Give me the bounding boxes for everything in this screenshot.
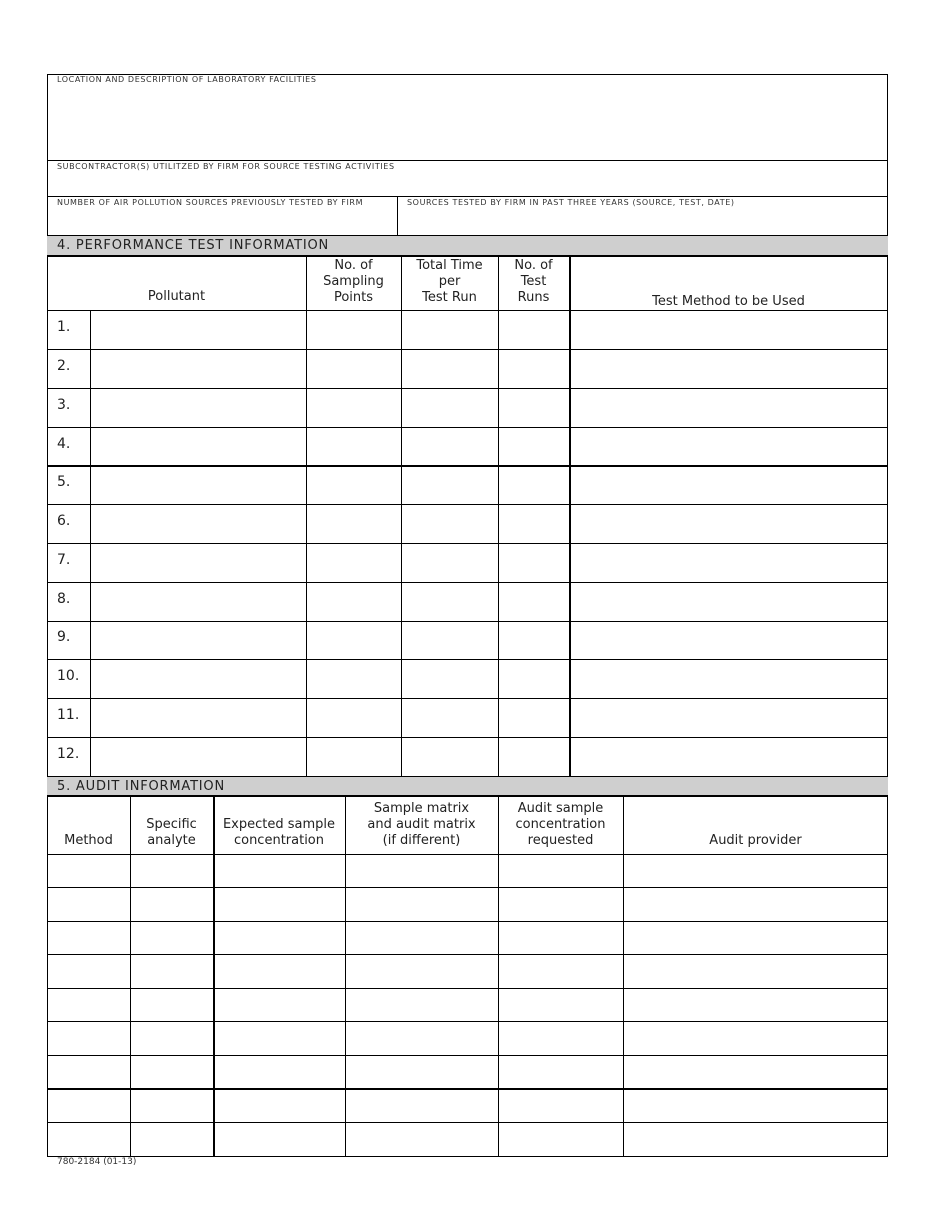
audit-method-input-row-3[interactable]: [48, 922, 129, 953]
performance-test-runs-input-row-9[interactable]: [499, 622, 568, 658]
performance-test-runs-input-row-12[interactable]: [499, 738, 568, 776]
row-number: 9.: [57, 629, 71, 645]
row-number: 11.: [57, 707, 80, 723]
audit-requested-concentration-input-row-9[interactable]: [499, 1123, 622, 1156]
audit-sample-matrix-input-row-2[interactable]: [346, 888, 497, 920]
performance-test-runs-input-row-5[interactable]: [499, 466, 568, 503]
performance-pollutant-input-row-4[interactable]: [91, 428, 305, 464]
subcontractor-label: SUBCONTRACTOR(S) UTILITZED BY FIRM FOR SOURCE TESTING ACTIVITIES: [57, 162, 395, 171]
performance-test-method-input-row-6[interactable]: [570, 505, 887, 542]
performance-test-runs-input-row-11[interactable]: [499, 699, 568, 736]
performance-test-method-input-row-7[interactable]: [570, 544, 887, 581]
audit-sample-matrix-input-row-9[interactable]: [346, 1123, 497, 1156]
audit-provider-input-row-8[interactable]: [624, 1089, 887, 1121]
performance-pollutant-input-row-1[interactable]: [91, 311, 305, 348]
performance-sampling-points-input-row-3[interactable]: [307, 389, 400, 426]
row-number: 6.: [57, 513, 71, 529]
audit-analyte-input-row-8[interactable]: [131, 1089, 212, 1121]
row-number: 4.: [57, 436, 71, 452]
audit-provider-input-row-2[interactable]: [624, 888, 887, 920]
analyte-header: Specific analyte: [146, 817, 197, 848]
performance-sampling-points-input-row-12[interactable]: [307, 738, 400, 776]
requested-concentration-header: Audit sample concentration requested: [515, 801, 606, 848]
audit-requested-concentration-input-row-4[interactable]: [499, 955, 622, 987]
performance-pollutant-input-row-5[interactable]: [91, 466, 305, 503]
total-time-header: Total Time per Test Run: [416, 258, 483, 305]
audit-requested-concentration-input-row-2[interactable]: [499, 888, 622, 920]
audit-method-input-row-7[interactable]: [48, 1056, 129, 1087]
audit-expected-concentration-input-row-6[interactable]: [214, 1022, 344, 1054]
past-sources-label: SOURCES TESTED BY FIRM IN PAST THREE YEARS (SOURCE, TEST, DATE): [407, 198, 735, 207]
performance-test-method-input-row-8[interactable]: [570, 583, 887, 620]
audit-requested-concentration-input-row-1[interactable]: [499, 855, 622, 886]
performance-test-runs-input-row-6[interactable]: [499, 505, 568, 542]
audit-requested-concentration-input-row-5[interactable]: [499, 989, 622, 1020]
audit-provider-input-row-3[interactable]: [624, 922, 887, 953]
performance-test-runs-input-row-8[interactable]: [499, 583, 568, 620]
performance-test-runs-input-row-7[interactable]: [499, 544, 568, 581]
audit-provider-input-row-7[interactable]: [624, 1056, 887, 1087]
num-sources-label: NUMBER OF AIR POLLUTION SOURCES PREVIOUSLY TESTED BY FIRM: [57, 198, 364, 207]
audit-sample-matrix-input-row-7[interactable]: [346, 1056, 497, 1087]
performance-test-runs-input-row-2[interactable]: [499, 350, 568, 387]
performance-total-time-input-row-2[interactable]: [402, 350, 497, 387]
performance-pollutant-input-row-3[interactable]: [91, 389, 305, 426]
performance-total-time-input-row-6[interactable]: [402, 505, 497, 542]
performance-total-time-input-row-3[interactable]: [402, 389, 497, 426]
divider: [397, 196, 398, 236]
test-method-header: Test Method to be Used: [652, 294, 805, 309]
performance-test-runs-input-row-3[interactable]: [499, 389, 568, 426]
row-number: 2.: [57, 358, 71, 374]
audit-sample-matrix-input-row-4[interactable]: [346, 955, 497, 987]
performance-total-time-input-row-11[interactable]: [402, 699, 497, 736]
performance-test-method-input-row-5[interactable]: [570, 466, 887, 503]
performance-total-time-input-row-9[interactable]: [402, 622, 497, 658]
row-number: 7.: [57, 552, 71, 568]
audit-requested-concentration-input-row-7[interactable]: [499, 1056, 622, 1087]
audit-method-input-row-5[interactable]: [48, 989, 129, 1020]
audit-expected-concentration-input-row-3[interactable]: [214, 922, 344, 953]
performance-sampling-points-input-row-8[interactable]: [307, 583, 400, 620]
audit-method-input-row-9[interactable]: [48, 1123, 129, 1156]
divider: [47, 160, 888, 161]
performance-sampling-points-input-row-7[interactable]: [307, 544, 400, 581]
performance-pollutant-input-row-8[interactable]: [91, 583, 305, 620]
audit-method-input-row-6[interactable]: [48, 1022, 129, 1054]
performance-pollutant-input-row-9[interactable]: [91, 622, 305, 658]
performance-total-time-input-row-5[interactable]: [402, 466, 497, 503]
audit-sample-matrix-input-row-3[interactable]: [346, 922, 497, 953]
performance-test-method-input-row-12[interactable]: [570, 738, 887, 776]
audit-sample-matrix-input-row-8[interactable]: [346, 1089, 497, 1121]
audit-analyte-input-row-2[interactable]: [131, 888, 212, 920]
performance-test-method-input-row-2[interactable]: [570, 350, 887, 387]
row-number: 5.: [57, 474, 71, 490]
audit-expected-concentration-input-row-2[interactable]: [214, 888, 344, 920]
performance-sampling-points-input-row-11[interactable]: [307, 699, 400, 736]
divider: [47, 196, 888, 197]
audit-sample-matrix-input-row-5[interactable]: [346, 989, 497, 1020]
audit-analyte-input-row-3[interactable]: [131, 922, 212, 953]
row-number: 12.: [57, 746, 80, 762]
audit-expected-concentration-input-row-5[interactable]: [214, 989, 344, 1020]
performance-pollutant-input-row-7[interactable]: [91, 544, 305, 581]
performance-pollutant-input-row-12[interactable]: [91, 738, 305, 776]
performance-pollutant-input-row-10[interactable]: [91, 660, 305, 697]
audit-requested-concentration-input-row-3[interactable]: [499, 922, 622, 953]
audit-method-input-row-8[interactable]: [48, 1089, 129, 1121]
performance-total-time-input-row-10[interactable]: [402, 660, 497, 697]
performance-test-runs-input-row-1[interactable]: [499, 311, 568, 348]
performance-test-method-input-row-3[interactable]: [570, 389, 887, 426]
sampling-points-header: No. of Sampling Points: [323, 258, 384, 305]
audit-provider-input-row-6[interactable]: [624, 1022, 887, 1054]
performance-pollutant-input-row-2[interactable]: [91, 350, 305, 387]
performance-test-runs-input-row-4[interactable]: [499, 428, 568, 464]
audit-expected-concentration-input-row-7[interactable]: [214, 1056, 344, 1087]
performance-sampling-points-input-row-4[interactable]: [307, 428, 400, 464]
performance-total-time-input-row-1[interactable]: [402, 311, 497, 348]
method-header: Method: [64, 833, 113, 848]
audit-method-input-row-1[interactable]: [48, 855, 129, 886]
audit-section-title: 5. AUDIT INFORMATION: [47, 777, 888, 796]
audit-provider-input-row-1[interactable]: [624, 855, 887, 886]
performance-test-method-input-row-11[interactable]: [570, 699, 887, 736]
performance-sampling-points-input-row-9[interactable]: [307, 622, 400, 658]
audit-method-input-row-4[interactable]: [48, 955, 129, 987]
location-label: LOCATION AND DESCRIPTION OF LABORATORY FACILITIES: [57, 75, 317, 84]
audit-expected-concentration-input-row-8[interactable]: [214, 1089, 344, 1121]
performance-sampling-points-input-row-5[interactable]: [307, 466, 400, 503]
audit-analyte-input-row-7[interactable]: [131, 1056, 212, 1087]
audit-provider-input-row-9[interactable]: [624, 1123, 887, 1156]
audit-requested-concentration-input-row-6[interactable]: [499, 1022, 622, 1054]
audit-requested-concentration-input-row-8[interactable]: [499, 1089, 622, 1121]
expected-concentration-header: Expected sample concentration: [222, 817, 336, 848]
performance-sampling-points-input-row-6[interactable]: [307, 505, 400, 542]
sample-matrix-header: Sample matrix and audit matrix (if different): [367, 801, 476, 848]
performance-test-method-input-row-1[interactable]: [570, 311, 887, 348]
audit-analyte-input-row-9[interactable]: [131, 1123, 212, 1156]
row-number: 10.: [57, 668, 80, 684]
past-sources-field[interactable]: [399, 210, 887, 235]
performance-sampling-points-input-row-2[interactable]: [307, 350, 400, 387]
audit-expected-concentration-input-row-4[interactable]: [214, 955, 344, 987]
performance-total-time-input-row-12[interactable]: [402, 738, 497, 776]
performance-total-time-input-row-7[interactable]: [402, 544, 497, 581]
performance-test-method-input-row-9[interactable]: [570, 622, 887, 658]
performance-pollutant-input-row-11[interactable]: [91, 699, 305, 736]
row-number: 8.: [57, 591, 71, 607]
location-field[interactable]: [48, 88, 887, 159]
test-runs-header: No. of Test Runs: [514, 258, 553, 305]
audit-provider-input-row-4[interactable]: [624, 955, 887, 987]
audit-sample-matrix-input-row-1[interactable]: [346, 855, 497, 886]
row-number: 1.: [57, 319, 71, 335]
audit-method-input-row-2[interactable]: [48, 888, 129, 920]
form-number: 780-2184 (01-13): [57, 1157, 137, 1167]
row-number: 3.: [57, 397, 71, 413]
subcontractor-field[interactable]: [48, 174, 887, 195]
audit-sample-matrix-input-row-6[interactable]: [346, 1022, 497, 1054]
audit-analyte-input-row-6[interactable]: [131, 1022, 212, 1054]
performance-total-time-input-row-4[interactable]: [402, 428, 497, 464]
audit-expected-concentration-input-row-1[interactable]: [214, 855, 344, 886]
performance-total-time-input-row-8[interactable]: [402, 583, 497, 620]
pollutant-header: Pollutant: [147, 289, 206, 304]
audit-provider-header: Audit provider: [709, 833, 802, 848]
audit-expected-concentration-input-row-9[interactable]: [214, 1123, 344, 1156]
audit-analyte-input-row-1[interactable]: [131, 855, 212, 886]
performance-pollutant-input-row-6[interactable]: [91, 505, 305, 542]
audit-analyte-input-row-4[interactable]: [131, 955, 212, 987]
num-sources-field[interactable]: [48, 210, 396, 235]
performance-test-runs-input-row-10[interactable]: [499, 660, 568, 697]
performance-sampling-points-input-row-10[interactable]: [307, 660, 400, 697]
performance-test-method-input-row-4[interactable]: [570, 428, 887, 464]
performance-section-title: 4. PERFORMANCE TEST INFORMATION: [47, 236, 888, 255]
performance-test-method-input-row-10[interactable]: [570, 660, 887, 697]
audit-provider-input-row-5[interactable]: [624, 989, 887, 1020]
audit-analyte-input-row-5[interactable]: [131, 989, 212, 1020]
performance-sampling-points-input-row-1[interactable]: [307, 311, 400, 348]
